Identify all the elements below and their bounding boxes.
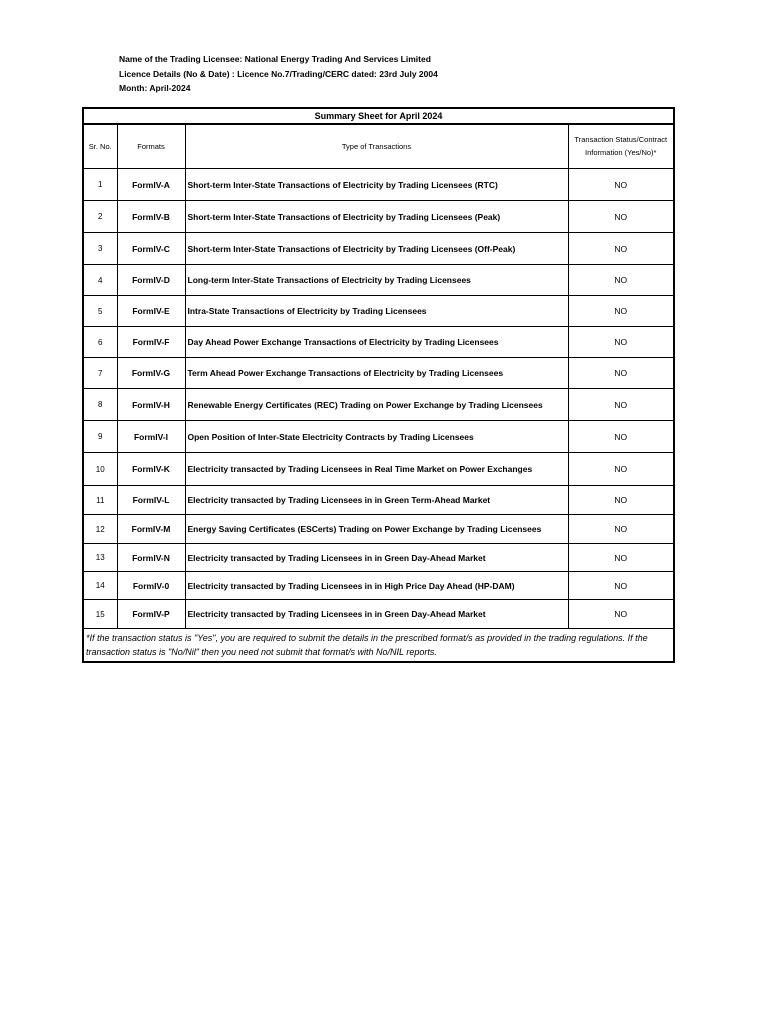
row-transaction-type: Energy Saving Certificates (ESCerts) Trading on Power Exchange by Trading Licensees	[185, 515, 568, 544]
row-transaction-type: Electricity transacted by Trading Licensees in in Green Term-Ahead Market	[185, 486, 568, 515]
row-format: FormIV-G	[117, 358, 185, 389]
row-format: FormIV-H	[117, 389, 185, 421]
table-row	[83, 265, 674, 296]
table-row	[83, 544, 674, 572]
row-status: NO	[568, 421, 674, 453]
footnote-row	[83, 629, 674, 663]
table-row	[83, 600, 674, 629]
footnote: *If the transaction status is "Yes", you are required to submit the details in the prescribed format/s as provided in the trading regulations. If the transaction status is "No/Nil" then you need not submit that format/s with No/NIL reports.	[83, 629, 674, 663]
table-header-row	[83, 124, 674, 169]
row-transaction-type: Electricity transacted by Trading Licensees in in High Price Day Ahead (HP-DAM)	[185, 572, 568, 600]
row-status: NO	[568, 201, 674, 233]
column-header-sr-no: Sr. No.	[83, 124, 117, 169]
column-header-type: Type of Transactions	[185, 124, 568, 169]
row-transaction-type: Electricity transacted by Trading Licensees in in Green Day-Ahead Market	[185, 544, 568, 572]
row-transaction-type: Open Position of Inter-State Electricity Contracts by Trading Licensees	[185, 421, 568, 453]
table-row	[83, 296, 674, 327]
row-sr-no: 10	[83, 453, 117, 486]
row-status: NO	[568, 544, 674, 572]
document-header	[119, 52, 438, 96]
row-sr-no: 6	[83, 327, 117, 358]
row-format: FormIV-K	[117, 453, 185, 486]
row-format: FormIV-A	[117, 169, 185, 201]
row-sr-no: 12	[83, 515, 117, 544]
row-sr-no: 5	[83, 296, 117, 327]
column-header-status: Transaction Status/Contract Information (Yes/No)*	[568, 124, 674, 169]
row-sr-no: 14	[83, 572, 117, 600]
month-line: Month: April-2024	[119, 83, 191, 93]
row-format: FormIV-B	[117, 201, 185, 233]
row-sr-no: 3	[83, 233, 117, 265]
row-format: FormIV-P	[117, 600, 185, 629]
row-status: NO	[568, 486, 674, 515]
row-format: FormIV-N	[117, 544, 185, 572]
row-format: FormIV-D	[117, 265, 185, 296]
row-status: NO	[568, 453, 674, 486]
row-status: NO	[568, 600, 674, 629]
row-transaction-type: Intra-State Transactions of Electricity by Trading Licensees	[185, 296, 568, 327]
table-row	[83, 169, 674, 201]
row-status: NO	[568, 233, 674, 265]
row-format: FormIV-M	[117, 515, 185, 544]
table-row	[83, 421, 674, 453]
row-format: FormIV-C	[117, 233, 185, 265]
table-row	[83, 572, 674, 600]
row-transaction-type: Short-term Inter-State Transactions of Electricity by Trading Licensees (Peak)	[185, 201, 568, 233]
row-status: NO	[568, 265, 674, 296]
table-row	[83, 515, 674, 544]
row-sr-no: 4	[83, 265, 117, 296]
table-row	[83, 358, 674, 389]
row-transaction-type: Day Ahead Power Exchange Transactions of Electricity by Trading Licensees	[185, 327, 568, 358]
row-status: NO	[568, 389, 674, 421]
row-sr-no: 1	[83, 169, 117, 201]
table-row	[83, 389, 674, 421]
row-transaction-type: Electricity transacted by Trading Licensees in Real Time Market on Power Exchanges	[185, 453, 568, 486]
row-format: FormIV-L	[117, 486, 185, 515]
row-sr-no: 15	[83, 600, 117, 629]
row-transaction-type: Renewable Energy Certificates (REC) Trading on Power Exchange by Trading Licensees	[185, 389, 568, 421]
row-sr-no: 11	[83, 486, 117, 515]
licence-details-line: Licence Details (No & Date) : Licence No.7/Trading/CERC dated: 23rd July 2004	[119, 68, 438, 79]
row-status: NO	[568, 296, 674, 327]
table-row	[83, 486, 674, 515]
row-transaction-type: Short-term Inter-State Transactions of Electricity by Trading Licensees (RTC)	[185, 169, 568, 201]
row-transaction-type: Short-term Inter-State Transactions of Electricity by Trading Licensees (Off-Peak)	[185, 233, 568, 265]
row-format: FormIV-F	[117, 327, 185, 358]
row-format: FormIV-E	[117, 296, 185, 327]
column-header-formats: Formats	[117, 124, 185, 169]
row-transaction-type: Term Ahead Power Exchange Transactions of Electricity by Trading Licensees	[185, 358, 568, 389]
row-sr-no: 7	[83, 358, 117, 389]
licensee-name-line: Name of the Trading Licensee: National Energy Trading And Services Limited	[119, 54, 431, 64]
table-row	[83, 327, 674, 358]
row-transaction-type: Long-term Inter-State Transactions of Electricity by Trading Licensees	[185, 265, 568, 296]
row-format: FormIV-0	[117, 572, 185, 600]
row-status: NO	[568, 327, 674, 358]
row-status: NO	[568, 169, 674, 201]
table-row	[83, 233, 674, 265]
row-sr-no: 9	[83, 421, 117, 453]
row-sr-no: 13	[83, 544, 117, 572]
row-format: FormIV-I	[117, 421, 185, 453]
row-transaction-type: Electricity transacted by Trading Licensees in in Green Day-Ahead Market	[185, 600, 568, 629]
row-status: NO	[568, 358, 674, 389]
row-sr-no: 2	[83, 201, 117, 233]
summary-table	[82, 107, 675, 663]
row-status: NO	[568, 515, 674, 544]
table-title-row	[83, 108, 674, 124]
row-sr-no: 8	[83, 389, 117, 421]
table-title: Summary Sheet for April 2024	[83, 108, 674, 124]
row-status: NO	[568, 572, 674, 600]
table-row	[83, 453, 674, 486]
table-row	[83, 201, 674, 233]
